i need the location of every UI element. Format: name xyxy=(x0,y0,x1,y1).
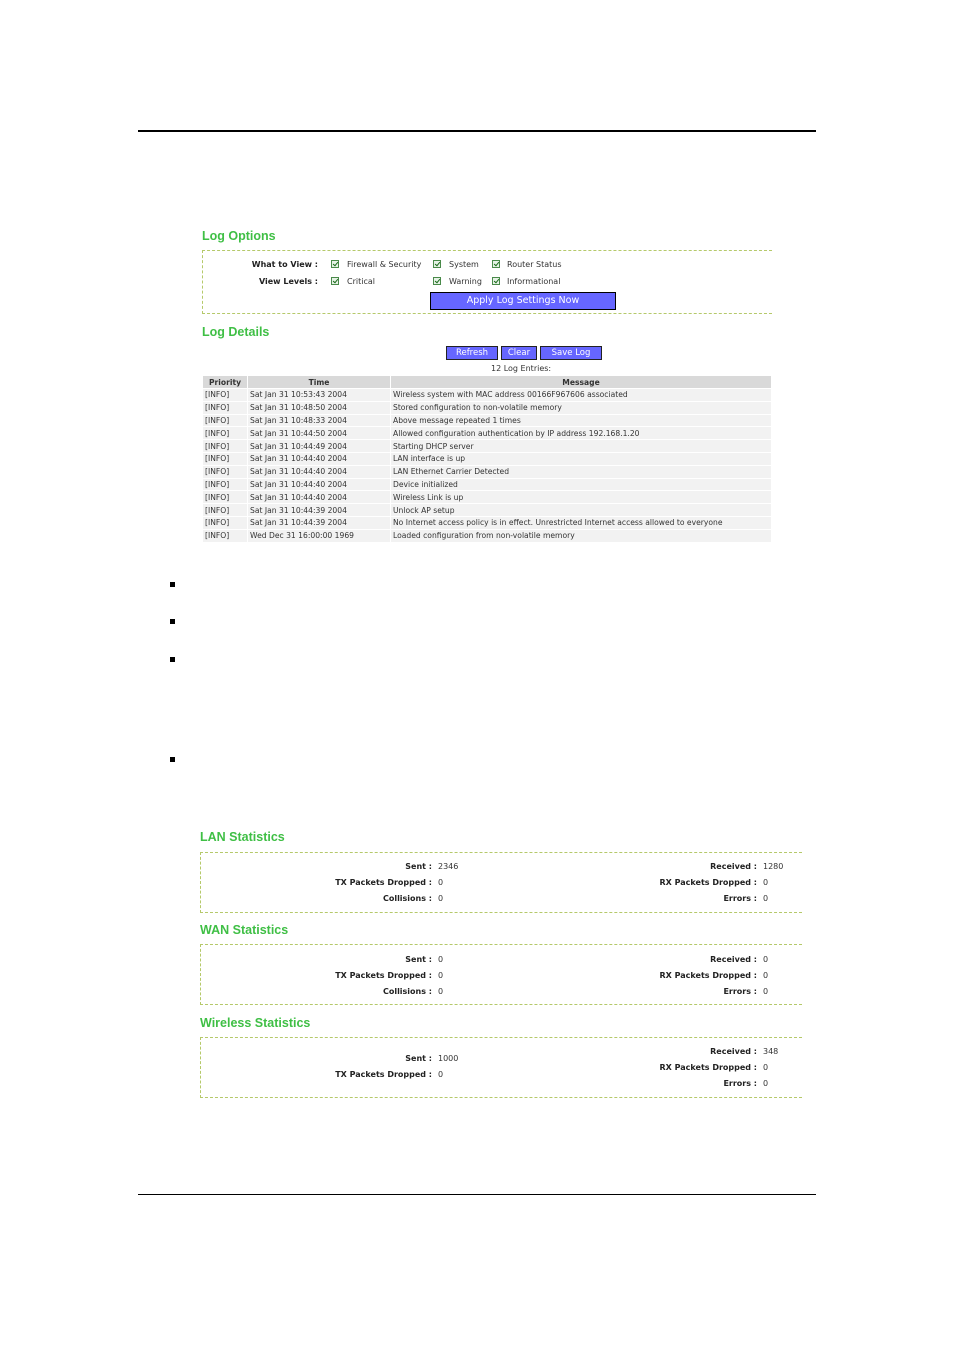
wireless-received-value: 348 xyxy=(763,1047,779,1056)
wireless-tx-dropped-value: 0 xyxy=(438,1070,444,1079)
wan-tx-dropped-label: TX Packets Dropped : xyxy=(335,971,432,980)
priority-cell: [INFO] xyxy=(203,504,247,516)
time-cell: Sat Jan 31 10:48:33 2004 xyxy=(248,415,390,427)
informational-checkbox[interactable] xyxy=(492,277,500,285)
bullet-marker xyxy=(170,582,175,587)
wan-received-value: 0 xyxy=(763,955,769,964)
wireless-tx-dropped-label: TX Packets Dropped : xyxy=(335,1070,432,1079)
priority-cell: [INFO] xyxy=(203,389,247,401)
lan-sent-label: Sent : xyxy=(405,862,432,871)
message-cell: Starting DHCP server xyxy=(391,440,771,452)
message-cell: Device initialized xyxy=(391,479,771,491)
table-row xyxy=(203,491,771,503)
wan-collisions-value: 0 xyxy=(438,987,444,996)
top-rule xyxy=(138,130,816,132)
message-cell: Wireless Link is up xyxy=(391,491,771,503)
lan-errors-value: 0 xyxy=(763,894,769,903)
message-cell: Loaded configuration from non-volatile memory xyxy=(391,530,771,542)
system-label: System xyxy=(449,260,479,269)
router-status-label: Router Status xyxy=(507,260,562,269)
wan-rx-dropped-label: RX Packets Dropped : xyxy=(659,971,757,980)
time-cell: Wed Dec 31 16:00:00 1969 xyxy=(248,530,390,542)
what-to-view-label: What to View : xyxy=(251,260,318,269)
lan-collisions-value: 0 xyxy=(438,894,444,903)
wireless-sent-value: 1000 xyxy=(438,1054,459,1063)
bullet-marker xyxy=(170,757,175,762)
table-row xyxy=(203,517,771,529)
time-cell: Sat Jan 31 10:44:40 2004 xyxy=(248,453,390,465)
header-priority: Priority xyxy=(203,376,247,388)
critical-checkbox[interactable] xyxy=(331,277,339,285)
time-cell: Sat Jan 31 10:44:50 2004 xyxy=(248,427,390,439)
priority-cell: [INFO] xyxy=(203,415,247,427)
lan-rx-dropped-value: 0 xyxy=(763,878,769,887)
wan-statistics-title: WAN Statistics xyxy=(200,923,289,937)
message-cell: No Internet access policy is in effect. Unrestricted Internet access allowed to everyone xyxy=(391,517,771,529)
table-row xyxy=(203,415,771,427)
table-row xyxy=(203,427,771,439)
lan-tx-dropped-value: 0 xyxy=(438,878,444,887)
lan-errors-label: Errors : xyxy=(723,894,757,903)
wan-errors-value: 0 xyxy=(763,987,769,996)
log-table-header xyxy=(203,376,771,388)
table-row xyxy=(203,389,771,401)
system-checkbox[interactable] xyxy=(433,260,441,268)
lan-received-value: 1280 xyxy=(763,862,784,871)
bullet-marker xyxy=(170,657,175,662)
bottom-rule xyxy=(138,1194,816,1195)
wireless-statistics-title: Wireless Statistics xyxy=(200,1016,311,1030)
priority-cell: [INFO] xyxy=(203,517,247,529)
message-cell: Above message repeated 1 times xyxy=(391,415,771,427)
save-log-button[interactable]: Save Log xyxy=(540,346,602,360)
time-cell: Sat Jan 31 10:44:39 2004 xyxy=(248,504,390,516)
bullet-marker xyxy=(170,619,175,624)
wan-sent-label: Sent : xyxy=(405,955,432,964)
priority-cell: [INFO] xyxy=(203,440,247,452)
critical-label: Critical xyxy=(347,277,375,286)
message-cell: Allowed configuration authentication by IP address 192.168.1.20 xyxy=(391,427,771,439)
priority-cell: [INFO] xyxy=(203,402,247,414)
lan-tx-dropped-label: TX Packets Dropped : xyxy=(335,878,432,887)
header-time: Time xyxy=(248,376,390,388)
router-status-checkbox[interactable] xyxy=(492,260,500,268)
message-cell: Unlock AP setup xyxy=(391,504,771,516)
message-cell: LAN interface is up xyxy=(391,453,771,465)
priority-cell: [INFO] xyxy=(203,530,247,542)
message-cell: LAN Ethernet Carrier Detected xyxy=(391,466,771,478)
firewall-security-checkbox[interactable] xyxy=(331,260,339,268)
log-entries-count: 12 Log Entries: xyxy=(491,364,552,373)
message-cell: Stored configuration to non-volatile memory xyxy=(391,402,771,414)
priority-cell: [INFO] xyxy=(203,453,247,465)
lan-rx-dropped-label: RX Packets Dropped : xyxy=(659,878,757,887)
lan-received-label: Received : xyxy=(710,862,757,871)
wireless-rx-dropped-value: 0 xyxy=(763,1063,769,1072)
table-row xyxy=(203,466,771,478)
header-message: Message xyxy=(391,376,771,388)
view-levels-label: View Levels : xyxy=(258,277,318,286)
warning-checkbox[interactable] xyxy=(433,277,441,285)
time-cell: Sat Jan 31 10:44:40 2004 xyxy=(248,466,390,478)
table-row xyxy=(203,504,771,516)
lan-collisions-label: Collisions : xyxy=(382,894,432,903)
table-row xyxy=(203,402,771,414)
time-cell: Sat Jan 31 10:44:40 2004 xyxy=(248,491,390,503)
table-row xyxy=(203,440,771,452)
warning-label: Warning xyxy=(449,277,482,286)
wan-received-label: Received : xyxy=(710,955,757,964)
wireless-sent-label: Sent : xyxy=(405,1054,432,1063)
wireless-errors-label: Errors : xyxy=(723,1079,757,1088)
priority-cell: [INFO] xyxy=(203,479,247,491)
time-cell: Sat Jan 31 10:44:49 2004 xyxy=(248,440,390,452)
firewall-security-label: Firewall & Security xyxy=(347,260,422,269)
wireless-rx-dropped-label: RX Packets Dropped : xyxy=(659,1063,757,1072)
wireless-received-label: Received : xyxy=(710,1047,757,1056)
wan-tx-dropped-value: 0 xyxy=(438,971,444,980)
message-cell: Wireless system with MAC address 00166F967606 associated xyxy=(391,389,771,401)
time-cell: Sat Jan 31 10:48:50 2004 xyxy=(248,402,390,414)
lan-statistics-title: LAN Statistics xyxy=(200,830,285,844)
table-row xyxy=(203,530,771,542)
log-table xyxy=(202,375,772,543)
table-row xyxy=(203,453,771,465)
priority-cell: [INFO] xyxy=(203,427,247,439)
clear-button[interactable]: Clear xyxy=(501,346,537,360)
table-row xyxy=(203,479,771,491)
time-cell: Sat Jan 31 10:44:40 2004 xyxy=(248,479,390,491)
time-cell: Sat Jan 31 10:44:39 2004 xyxy=(248,517,390,529)
refresh-button[interactable]: Refresh xyxy=(446,346,498,360)
wan-collisions-label: Collisions : xyxy=(382,987,432,996)
priority-cell: [INFO] xyxy=(203,491,247,503)
lan-sent-value: 2346 xyxy=(438,862,459,871)
log-details-title: Log Details xyxy=(202,325,270,339)
apply-log-settings-button[interactable]: Apply Log Settings Now xyxy=(430,292,616,310)
priority-cell: [INFO] xyxy=(203,466,247,478)
wan-sent-value: 0 xyxy=(438,955,444,964)
time-cell: Sat Jan 31 10:53:43 2004 xyxy=(248,389,390,401)
wan-errors-label: Errors : xyxy=(723,987,757,996)
informational-label: Informational xyxy=(507,277,561,286)
wan-rx-dropped-value: 0 xyxy=(763,971,769,980)
wireless-errors-value: 0 xyxy=(763,1079,769,1088)
log-options-title: Log Options xyxy=(202,229,276,243)
